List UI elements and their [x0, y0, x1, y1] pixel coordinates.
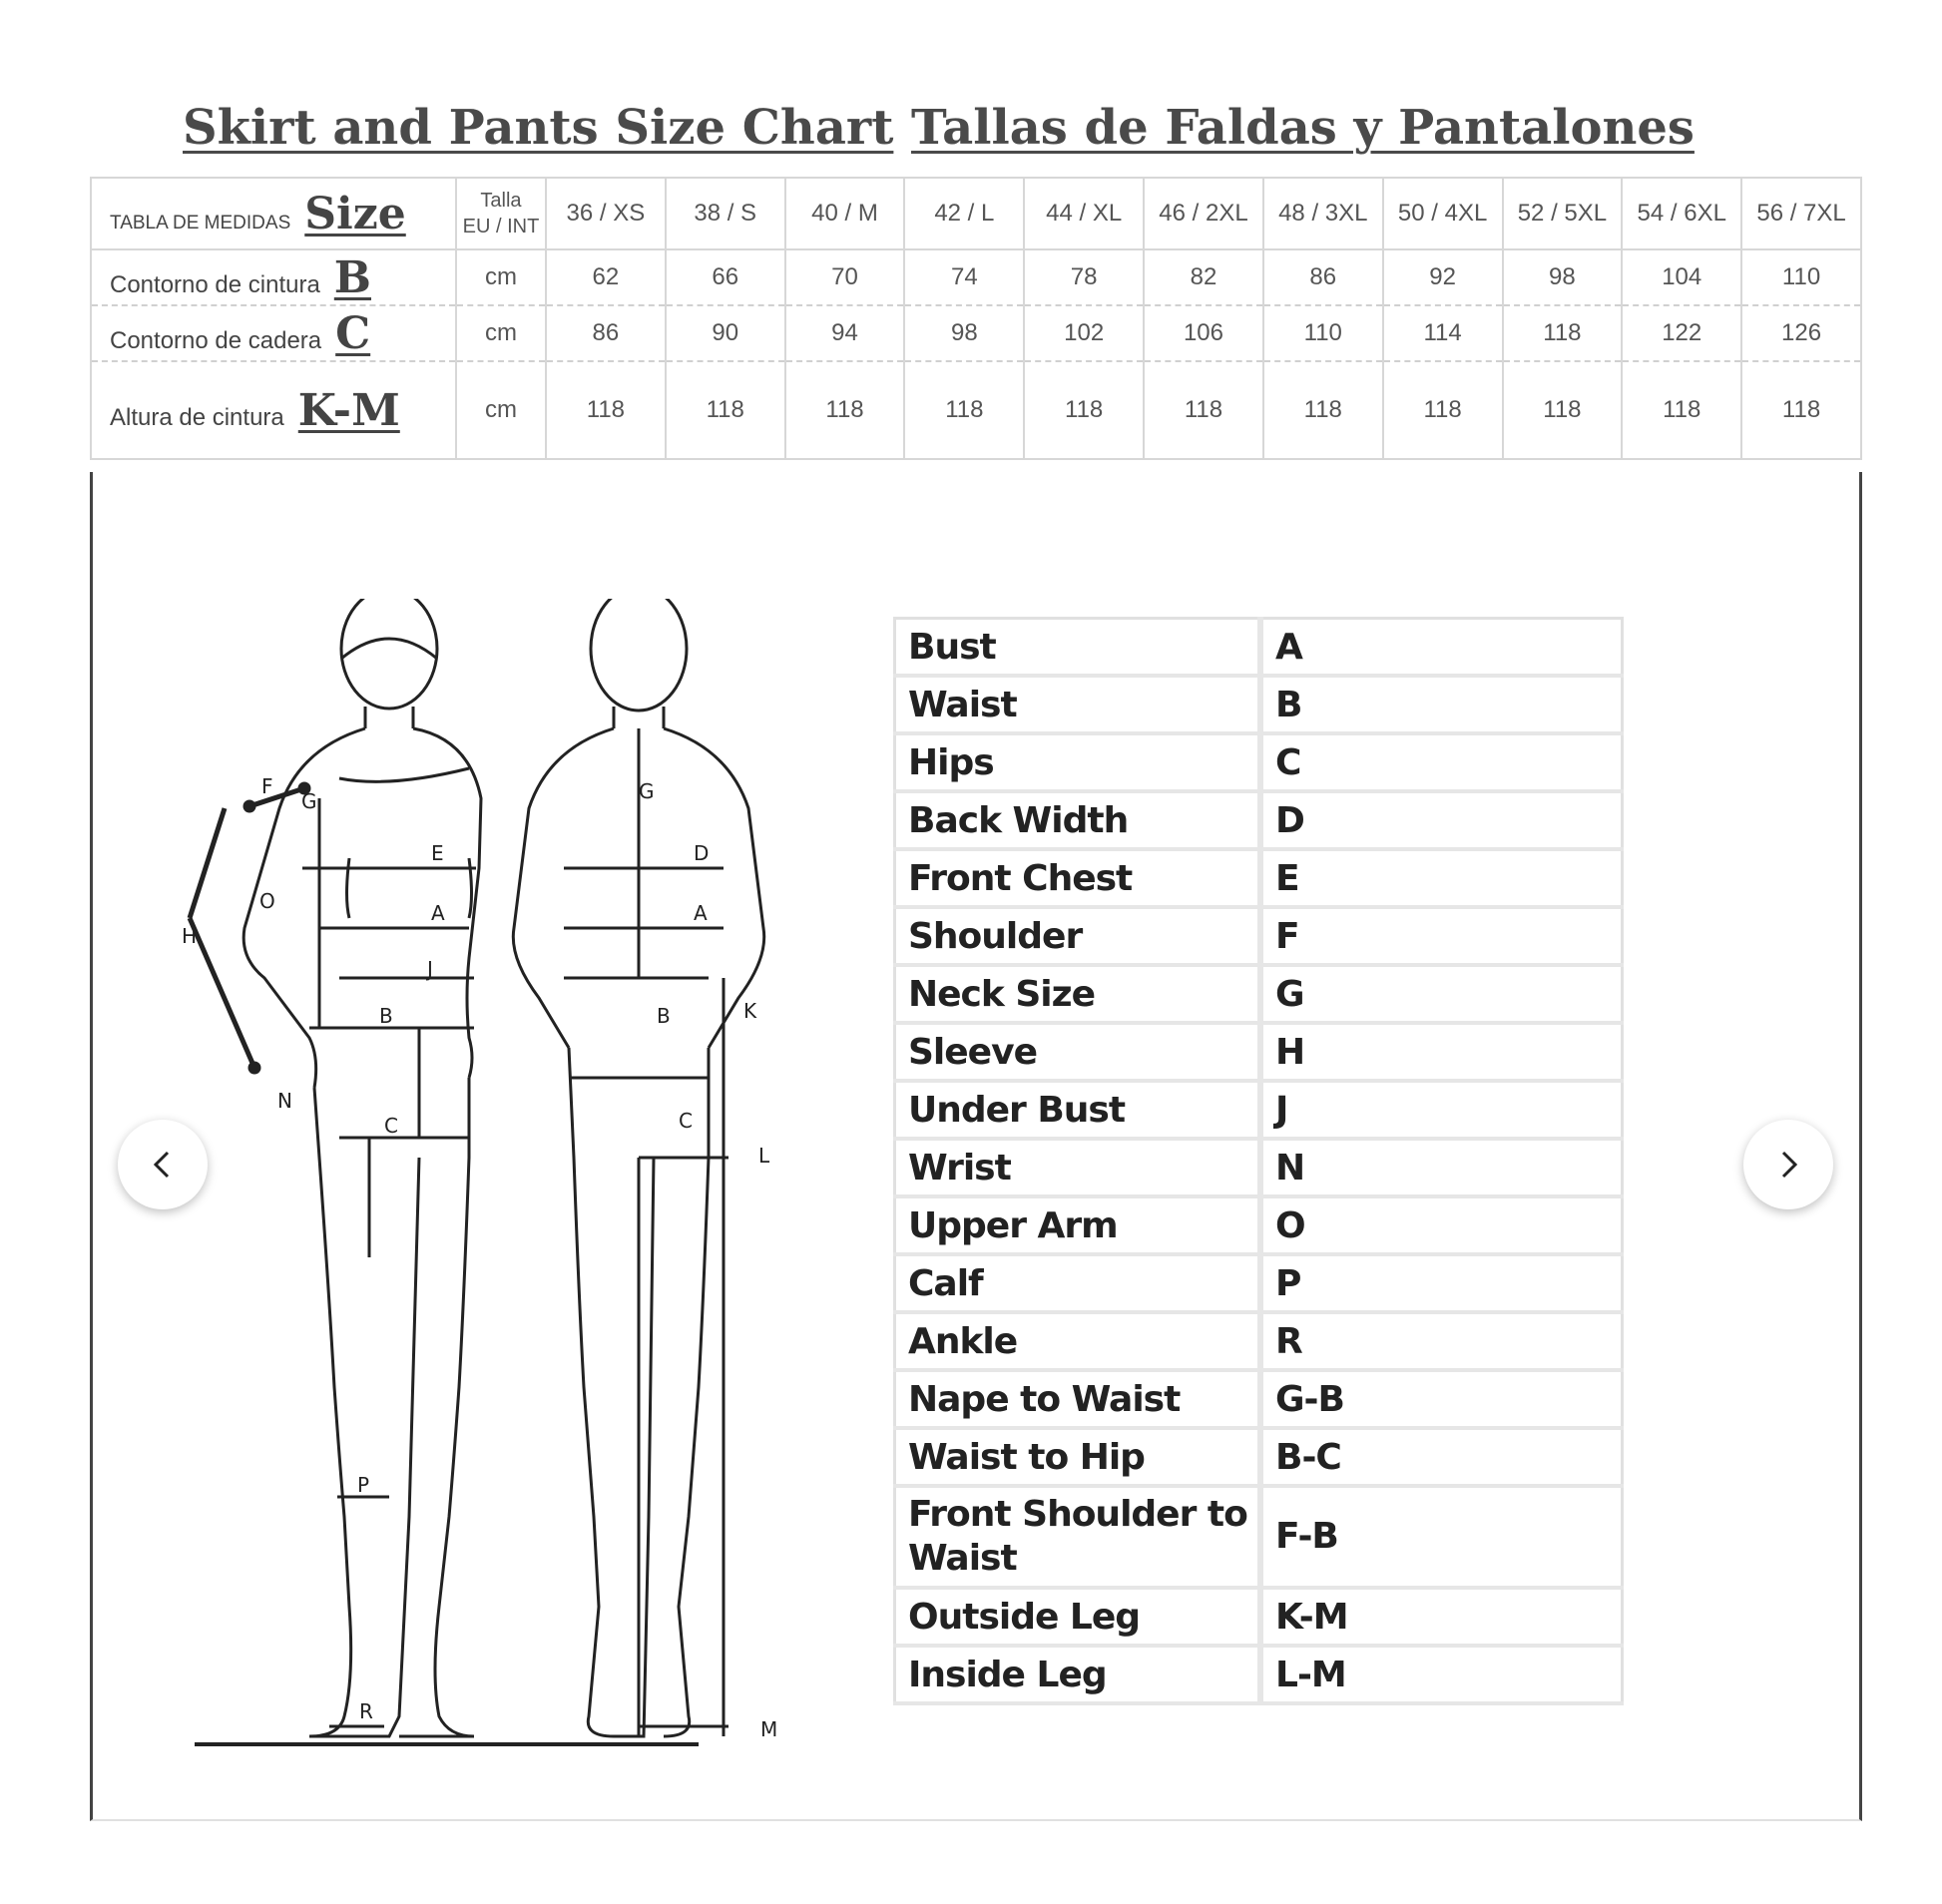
size-header: 40 / M — [785, 178, 905, 249]
legend-code: P — [1260, 1254, 1623, 1312]
row-value: 86 — [1263, 249, 1383, 305]
row-value: 94 — [785, 305, 905, 361]
figure-letter: C — [384, 1114, 398, 1138]
legend-code: L-M — [1260, 1646, 1623, 1703]
row-value: 118 — [1741, 361, 1861, 459]
table-row — [91, 305, 1861, 361]
row-unit: cm — [456, 249, 546, 305]
legend-name: Waist to Hip — [895, 1428, 1261, 1486]
row-value: 118 — [1503, 361, 1623, 459]
legend-code: K-M — [1260, 1588, 1623, 1646]
row-value: 122 — [1622, 305, 1741, 361]
front-figure — [190, 599, 699, 1744]
body-measurement-figures — [170, 599, 818, 1796]
title-spanish: Tallas de Faldas y Pantalones — [911, 100, 1695, 156]
table-row — [895, 1196, 1623, 1254]
figure-letter: G — [301, 789, 317, 813]
legend-name: Front Chest — [895, 849, 1261, 907]
header-label: TABLA DE MEDIDAS — [110, 212, 291, 234]
talla-cell — [456, 178, 546, 249]
row-value: 104 — [1622, 249, 1741, 305]
row-value: 92 — [1383, 249, 1503, 305]
row-value: 62 — [546, 249, 666, 305]
legend-code: C — [1260, 733, 1623, 791]
row-value: 118 — [785, 361, 905, 459]
row-value: 118 — [1503, 305, 1623, 361]
row-label-cell — [91, 361, 456, 459]
table-row — [895, 1486, 1623, 1588]
row-label: Contorno de cadera — [110, 326, 322, 354]
table-row — [895, 1646, 1623, 1703]
legend-code: E — [1260, 849, 1623, 907]
legend-name: Under Bust — [895, 1081, 1261, 1139]
legend-code: H — [1260, 1023, 1623, 1081]
chevron-left-icon — [146, 1148, 180, 1182]
size-header: 50 / 4XL — [1383, 178, 1503, 249]
table-row — [895, 791, 1623, 849]
legend-code: R — [1260, 1312, 1623, 1370]
size-table-header — [91, 178, 1861, 249]
legend-code: D — [1260, 791, 1623, 849]
figure-letter: N — [277, 1089, 292, 1113]
row-value: 86 — [546, 305, 666, 361]
row-value: 118 — [1383, 361, 1503, 459]
carousel-next-button[interactable] — [1743, 1120, 1833, 1209]
figure-letter: O — [259, 889, 275, 913]
carousel-prev-button[interactable] — [118, 1120, 208, 1209]
legend-name: Hips — [895, 733, 1261, 791]
figure-letter: A — [694, 901, 708, 925]
figure-letter: B — [657, 1004, 671, 1028]
row-unit: cm — [456, 361, 546, 459]
size-header: 38 / S — [666, 178, 785, 249]
row-value: 126 — [1741, 305, 1861, 361]
table-row — [895, 1312, 1623, 1370]
row-value: 106 — [1144, 305, 1263, 361]
table-row — [895, 1588, 1623, 1646]
legend-name: Neck Size — [895, 965, 1261, 1023]
table-row — [895, 965, 1623, 1023]
row-label-cell — [91, 249, 456, 305]
size-header: 36 / XS — [546, 178, 666, 249]
figure-letter: C — [679, 1109, 693, 1133]
table-row — [895, 907, 1623, 965]
legend-name: Nape to Waist — [895, 1370, 1261, 1428]
figure-letter: R — [359, 1699, 373, 1723]
legend-name: Calf — [895, 1254, 1261, 1312]
table-row — [895, 1370, 1623, 1428]
size-header: 48 / 3XL — [1263, 178, 1383, 249]
talla-line1: Talla — [480, 190, 522, 212]
size-table — [90, 177, 1862, 460]
legend-code: B — [1260, 676, 1623, 733]
row-label-cell — [91, 305, 456, 361]
legend-code: F-B — [1260, 1486, 1623, 1588]
figure-letter: D — [694, 841, 710, 865]
legend-name: Back Width — [895, 791, 1261, 849]
legend-name: Bust — [895, 619, 1261, 677]
row-value: 98 — [904, 305, 1024, 361]
legend-code: G — [1260, 965, 1623, 1023]
row-value: 70 — [785, 249, 905, 305]
talla-line2: EU / INT — [462, 216, 540, 238]
row-value: 102 — [1024, 305, 1144, 361]
legend-code: B-C — [1260, 1428, 1623, 1486]
figure-letter: J — [427, 957, 433, 981]
legend-name: Wrist — [895, 1139, 1261, 1196]
row-value: 118 — [1622, 361, 1741, 459]
back-figure — [513, 599, 763, 1736]
legend-name: Waist — [895, 676, 1261, 733]
legend-name: Shoulder — [895, 907, 1261, 965]
table-row — [895, 849, 1623, 907]
figure-letters — [182, 774, 777, 1741]
legend-code: O — [1260, 1196, 1623, 1254]
measurement-legend-table — [893, 617, 1624, 1705]
figure-letter: F — [261, 774, 273, 798]
row-value: 114 — [1383, 305, 1503, 361]
figure-letter: K — [743, 999, 757, 1023]
table-row — [895, 1023, 1623, 1081]
chevron-right-icon — [1771, 1148, 1805, 1182]
table-row — [895, 619, 1623, 677]
header-label-cell — [91, 178, 456, 249]
figure-letter: G — [639, 779, 655, 803]
legend-code: J — [1260, 1081, 1623, 1139]
legend-name: Sleeve — [895, 1023, 1261, 1081]
figure-letter: H — [182, 924, 198, 948]
table-row — [895, 1428, 1623, 1486]
table-row — [91, 361, 1861, 459]
figure-letter: L — [758, 1144, 770, 1168]
row-value: 118 — [1263, 361, 1383, 459]
size-header: 54 / 6XL — [1622, 178, 1741, 249]
figure-letter: P — [357, 1473, 370, 1497]
size-header: 42 / L — [904, 178, 1024, 249]
size-header: 46 / 2XL — [1144, 178, 1263, 249]
table-row — [895, 1081, 1623, 1139]
size-header: 52 / 5XL — [1503, 178, 1623, 249]
row-value: 90 — [666, 305, 785, 361]
row-letter: C — [335, 307, 371, 359]
legend-code: A — [1260, 619, 1623, 677]
size-header: 44 / XL — [1024, 178, 1144, 249]
row-value: 118 — [1024, 361, 1144, 459]
row-value: 110 — [1263, 305, 1383, 361]
figure-letter: M — [760, 1717, 778, 1741]
legend-name: Ankle — [895, 1312, 1261, 1370]
row-value: 118 — [666, 361, 785, 459]
legend-code: F — [1260, 907, 1623, 965]
row-letter: B — [333, 251, 371, 303]
row-value: 118 — [546, 361, 666, 459]
row-label: Altura de cintura — [110, 403, 284, 431]
table-row — [895, 733, 1623, 791]
size-word: Size — [304, 188, 406, 239]
title-english: Skirt and Pants Size Chart — [183, 100, 894, 156]
row-value: 110 — [1741, 249, 1861, 305]
legend-name: Inside Leg — [895, 1646, 1261, 1703]
legend-name: Upper Arm — [895, 1196, 1261, 1254]
table-row — [895, 1254, 1623, 1312]
row-value: 74 — [904, 249, 1024, 305]
row-value: 66 — [666, 249, 785, 305]
row-value: 118 — [1144, 361, 1263, 459]
row-value: 98 — [1503, 249, 1623, 305]
row-value: 82 — [1144, 249, 1263, 305]
table-row — [895, 1139, 1623, 1196]
size-header: 56 / 7XL — [1741, 178, 1861, 249]
row-value: 118 — [904, 361, 1024, 459]
row-letter: K-M — [297, 384, 400, 436]
legend-name: Outside Leg — [895, 1588, 1261, 1646]
legend-name: Front Shoulder to Waist — [895, 1486, 1261, 1588]
table-row — [895, 676, 1623, 733]
titles — [0, 100, 1942, 170]
row-label: Contorno de cintura — [110, 270, 320, 298]
table-row — [91, 249, 1861, 305]
figure-letter: B — [379, 1004, 393, 1028]
figure-letter: E — [431, 841, 444, 865]
row-unit: cm — [456, 305, 546, 361]
row-value: 78 — [1024, 249, 1144, 305]
legend-code: N — [1260, 1139, 1623, 1196]
legend-code: G-B — [1260, 1370, 1623, 1428]
figure-letter: A — [431, 901, 445, 925]
